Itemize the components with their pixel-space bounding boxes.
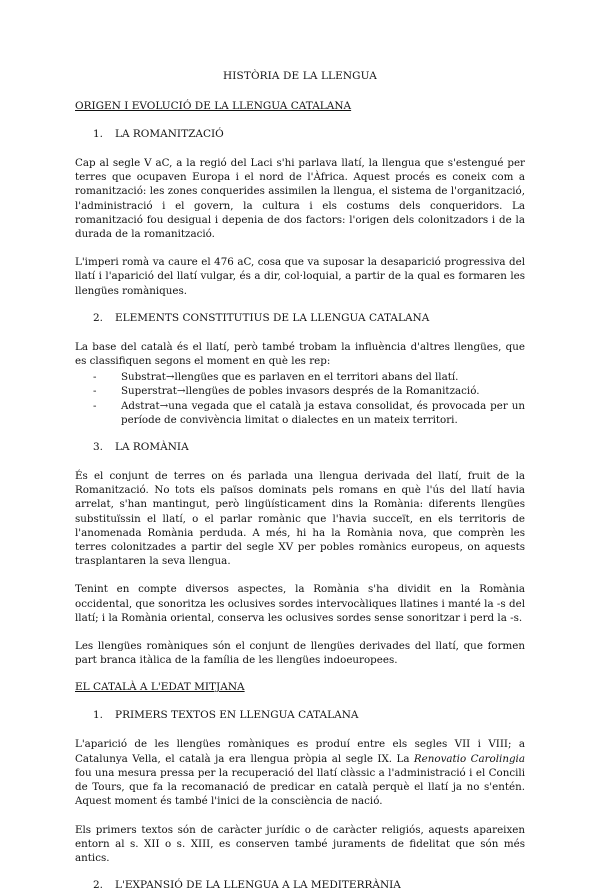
subheading-title: PRIMERS TEXTOS EN LLENGUA CATALANA — [115, 709, 359, 722]
list-item-text: Adstrat→una vegada que el català ja estava consolidat, és provocada per un període de convivència limitat o dialectes en un mateix territori. — [121, 399, 525, 426]
subheading-number: 1. — [93, 709, 104, 722]
dash-bullet: - — [93, 399, 97, 412]
subheading-title: L'EXPANSIÓ DE LA LLENGUA A LA MEDITERRÀNIA — [115, 879, 401, 891]
subheading-romania — [75, 441, 525, 453]
paragraph: És el conjunt de terres on és parlada una llengua derivada del llatí, fruit de la Romanització. No tots els països dominats pels romans en què l'ús del llatí havia arrelat, s'han mantingut, però lingüísticament dins la Romània: diferents llengües substituïssin el llatí, o el parlar romànic que l'havia succeït, en els territoris de l'anomenada Romània perduda. A més, hi ha la Romània nova, que comprèn les terres colonitzades a partir del segle XV per pobles romànics europeus, on aquests trasplantaren la seva llengua. — [75, 470, 525, 568]
paragraph — [75, 737, 525, 808]
subheading-number: 1. — [93, 128, 104, 140]
list-item — [75, 370, 525, 384]
subheading-title: ELEMENTS CONSTITUTIUS DE LA LLENGUA CATALANA — [115, 311, 430, 324]
section-heading-edat-mitjana: EL CATALÀ A L'EDAT MITJANA — [75, 681, 245, 694]
paragraph: L'imperi romà va caure el 476 aC, cosa que va suposar la desaparició progressiva del llatí i l'aparició del llatí vulgar, és a dir, col·loquial, a partir de la qual es formaren les llengües romàniques. — [75, 256, 525, 297]
subheading-number: 2. — [93, 879, 104, 891]
paragraph-text: fou una mesura pressa per la recuperació del llatí clàssic a l'administració i el Concili de Tours, que fa la recomanació de predicar en català perquè el llatí ja no s'entén. Aquest moment és també l'inici de la consciència de nació. — [75, 766, 525, 808]
dash-bullet: - — [93, 371, 97, 384]
subheading-expansio — [75, 879, 525, 891]
paragraph: Tenint en compte diversos aspectes, la Romània s'ha dividit en la Romània occidental, que sonoritza les oclusives sordes intervocàliques llatines i manté la -s del llatí; i la Romània oriental, conserva les oclusives sordes sense sonoritzar i perd la -s. — [75, 583, 525, 624]
dash-bullet: - — [93, 385, 97, 398]
document-title: HISTÒRIA DE LA LLENGUA — [223, 70, 377, 82]
paragraph-text: L'aparició de les llengües romàniques es produí entre els segles VII i VIII; a Catalunya Vella, el català ja era llengua pròpia al segle IX. La — [75, 738, 525, 765]
list-item — [75, 399, 525, 427]
section-heading-origen: ORIGEN I EVOLUCIÓ DE LA LLENGUA CATALANA — [75, 100, 352, 112]
subheading-title: LA ROMANITZACIÓ — [115, 128, 224, 140]
list-item-text: Superstrat→llengües de pobles invasors després de la Romanització. — [121, 385, 480, 398]
paragraph: Cap al segle V aC, a la regió del Laci s'hi parlava llatí, la llengua que s'estengué per terres que ocupaven Europa i el nord de l'Àfrica. Aquest procés es coneix com a romanització: les zones conquerides assimilen la llengua, el sistema de l'organització, l'administració i el govern, la cultura i els costums dels conqueridors. La romanització fou desigual i depenia de dos factors: l'origen dels colonitzadors i de la durada de la romanització. — [75, 157, 525, 241]
bullet-list — [75, 370, 525, 427]
subheading-primers-textos — [75, 709, 525, 721]
list-item — [75, 384, 525, 398]
paragraph: Els primers textos són de caràcter jurídic o de caràcter religiós, aquests apareixen entorn al s. XII o s. XIII, es conserven també juraments de fidelitat que són més antics. — [75, 823, 525, 864]
paragraph: La base del català és el llatí, però també trobam la influència d'altres llengües, que es classifiquen segons el moment en què les rep: — [75, 340, 525, 368]
italic-term: Renovatio Carolingia — [413, 752, 525, 765]
subheading-number: 3. — [93, 441, 104, 454]
paragraph: Les llengües romàniques són el conjunt de llengües derivades del llatí, que formen part branca itàlica de la família de les llengües indoeuropees. — [75, 640, 525, 667]
subheading-elements — [75, 312, 525, 324]
list-item-text: Substrat→llengües que es parlaven en el territori abans del llatí. — [121, 371, 459, 384]
subheading-number: 2. — [93, 311, 104, 324]
subheading-romanitzacio — [75, 128, 525, 140]
subheading-title: LA ROMÀNIA — [115, 441, 189, 454]
